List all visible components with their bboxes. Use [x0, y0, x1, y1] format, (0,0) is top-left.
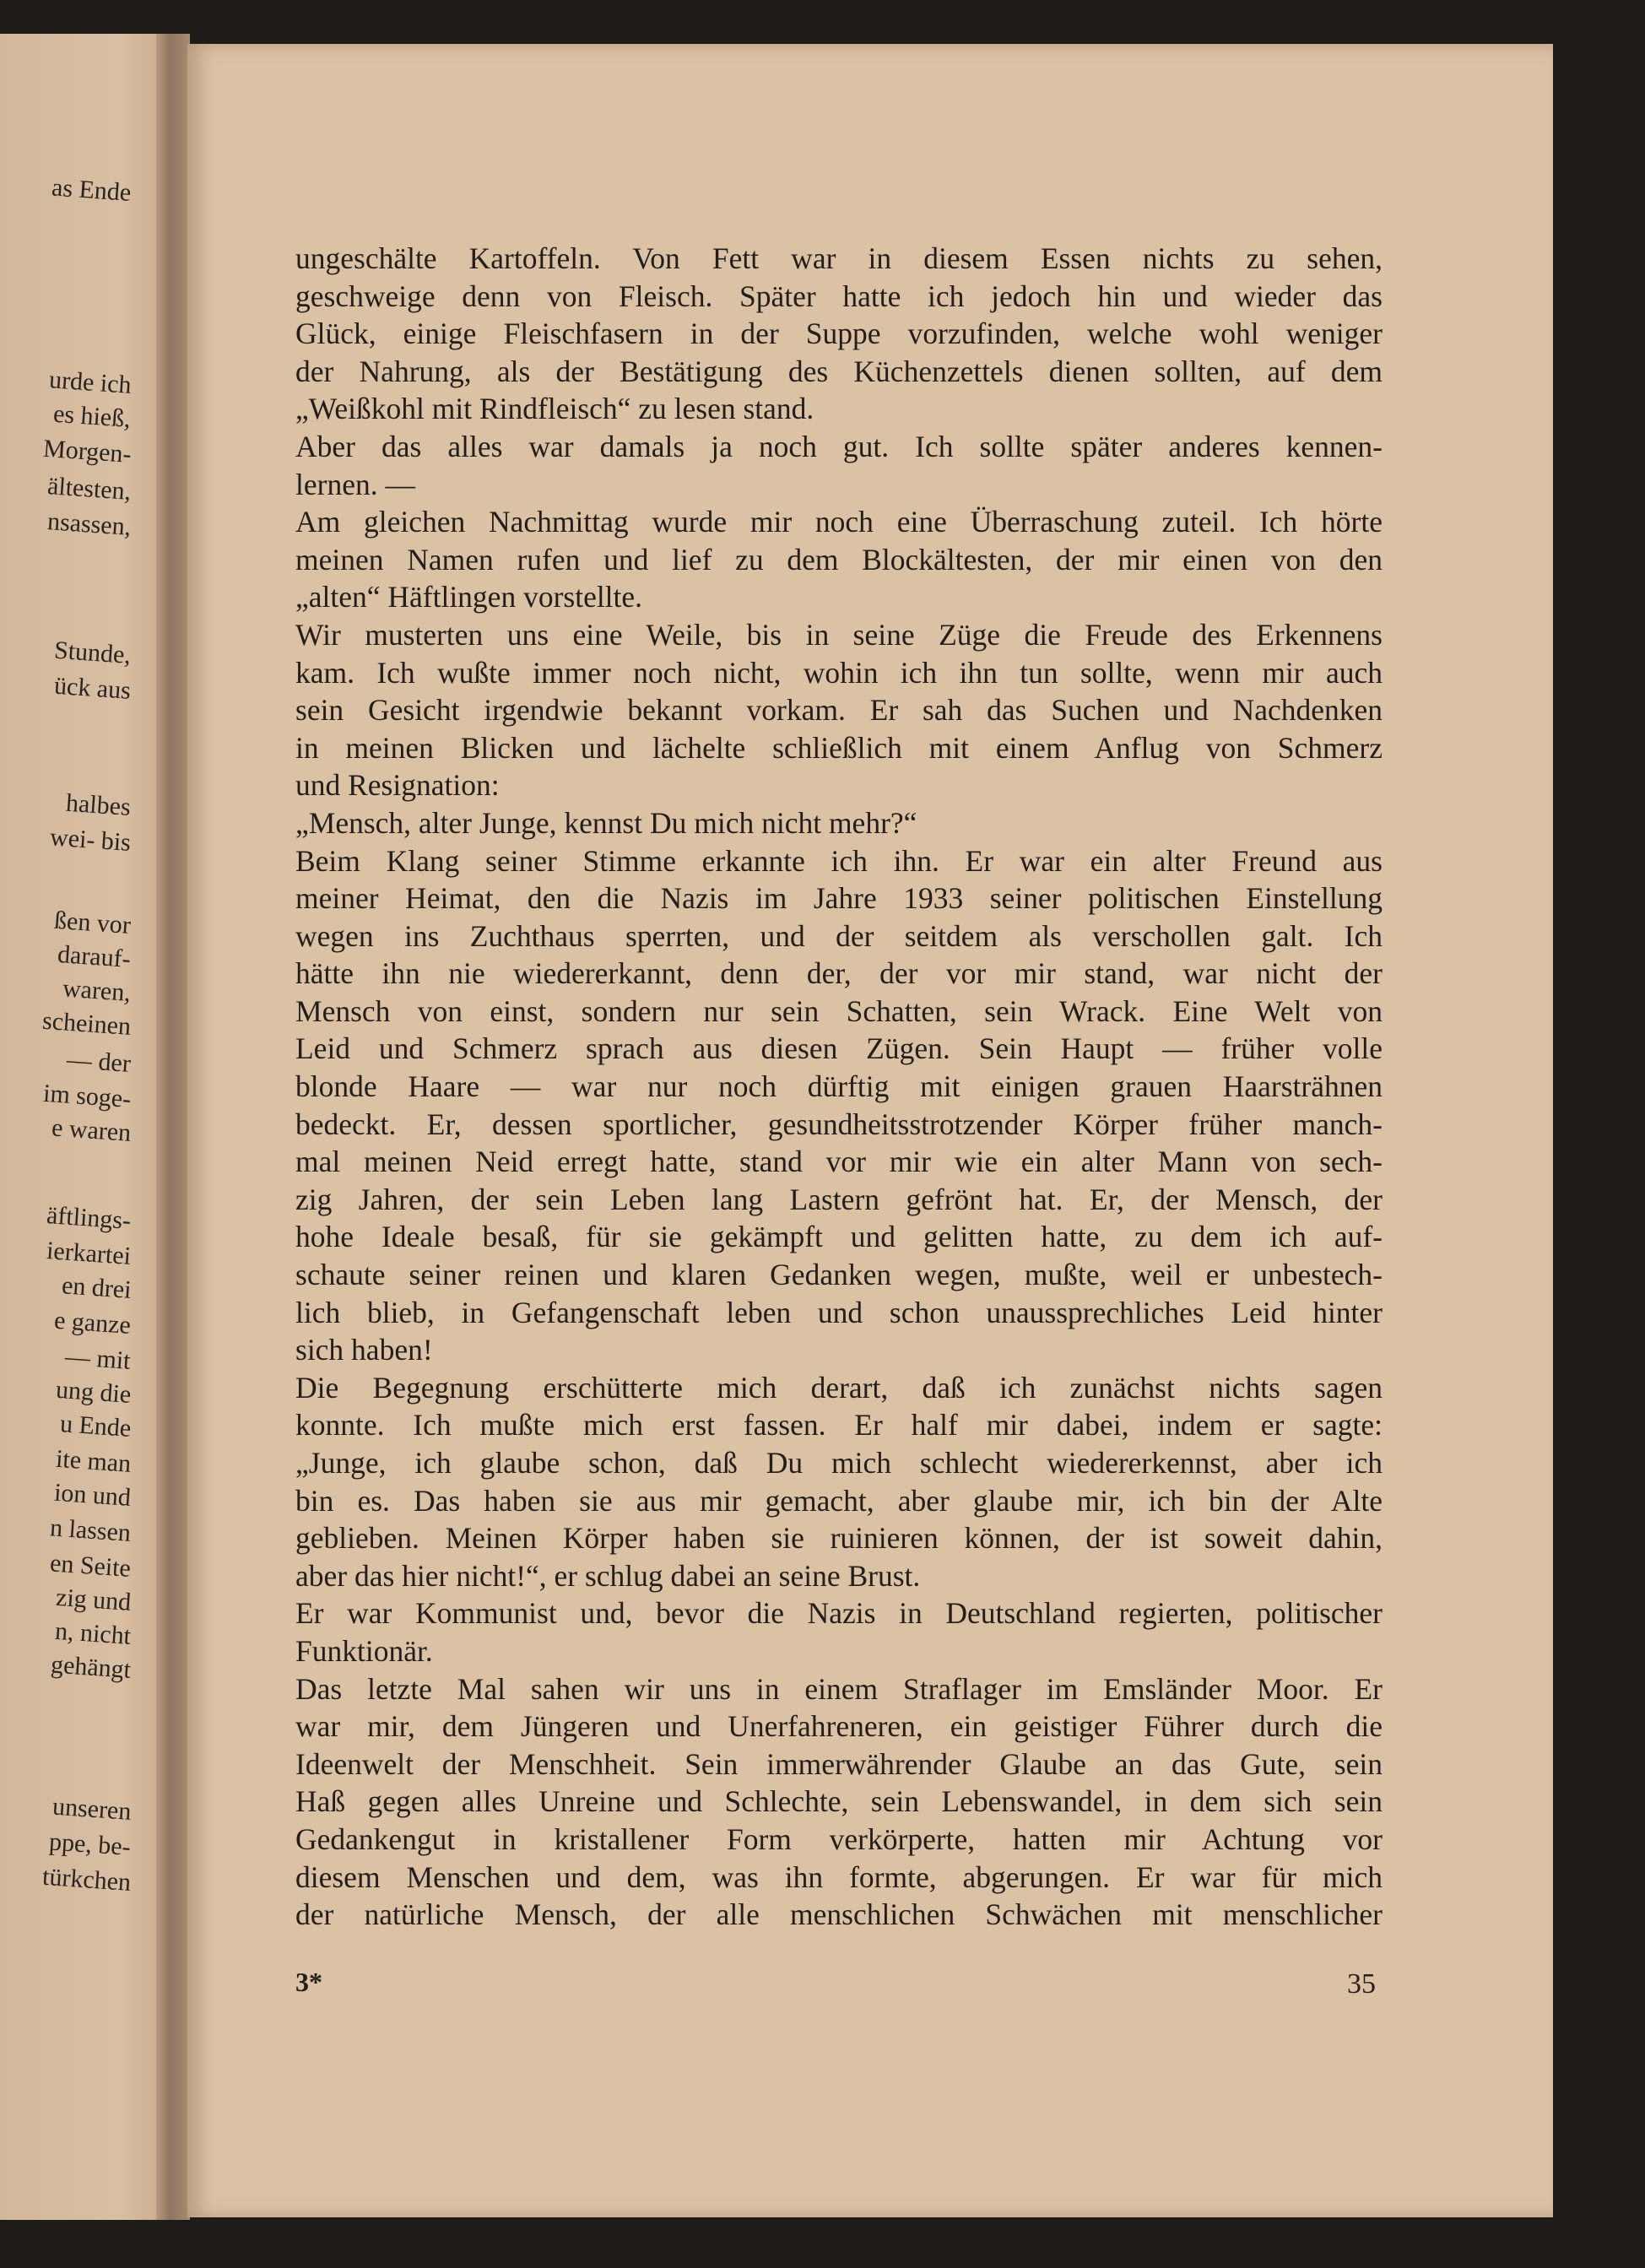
left-page-fragment: türkchen	[41, 1862, 133, 1897]
left-page-fragment: ppe, be-	[48, 1827, 133, 1861]
left-page-fragment: nsassen,	[46, 507, 133, 541]
left-page-fragment: — mit	[64, 1342, 133, 1375]
text-line: meinen Namen rufen und lief zu dem Blockältesten, der mir einen von den	[295, 542, 1383, 576]
left-page-fragment: e ganze	[53, 1306, 133, 1340]
left-page-fragment: ung die	[54, 1375, 133, 1409]
text-line: bin es. Das haben sie aus mir gemacht, aber glaube mir, ich bin der Alte	[295, 1483, 1383, 1518]
left-page-fragment: ion und	[53, 1478, 133, 1512]
text-line: war mir, dem Jüngeren und Unerfahreneren, ein geistiger Führer durch die	[295, 1709, 1383, 1744]
left-page-fragment: n lassen	[49, 1513, 133, 1547]
left-page-fragment: urde ich	[47, 365, 133, 399]
text-line: meiner Heimat, den die Nazis im Jahre 1933 seiner politischen Einstellung	[295, 881, 1383, 916]
page-number: 35	[1347, 1968, 1376, 2000]
left-page-fragment: Stunde,	[53, 636, 133, 669]
text-line: kam. Ich wußte immer noch nicht, wohin ich ihn tun sollte, wenn mir auch	[295, 655, 1383, 690]
left-page-fragment: — der	[66, 1045, 133, 1078]
text-line: Ideenwelt der Menschheit. Sein immerwährender Glaube an das Gute, sein	[295, 1746, 1383, 1781]
left-page-fragment: zig und	[54, 1583, 133, 1616]
left-page-fragment: e waren	[51, 1113, 133, 1147]
left-page-fragment: waren,	[62, 974, 133, 1007]
left-page-fragment: en drei	[60, 1271, 133, 1304]
text-line: Leid und Schmerz sprach aus diesen Zügen. Sein Haupt — früher volle	[295, 1031, 1383, 1066]
text-line: „Junge, ich glaube schon, daß Du mich schlecht wiedererkennst, aber ich	[295, 1446, 1383, 1480]
body-text	[295, 240, 1383, 1934]
left-page-fragment: halbes	[65, 788, 133, 821]
left-page-fragment: unseren	[51, 1792, 133, 1826]
text-line: „Weißkohl mit Rindfleisch“ zu lesen stand.	[295, 392, 814, 426]
left-page-fragment: en Seite	[49, 1549, 133, 1583]
text-line: hohe Ideale besaß, für sie gekämpft und gelitten hatte, zu dem ich auf-	[295, 1220, 1383, 1254]
text-line: geschweige denn von Fleisch. Später hatte ich jedoch hin und wieder das	[295, 279, 1383, 313]
text-line: aber das hier nicht!“, er schlug dabei an seine Brust.	[295, 1558, 921, 1593]
left-page-fragment: wei- bis	[49, 823, 133, 857]
text-line: lich blieb, in Gefangenschaft leben und schon unaussprechliches Leid hinter	[295, 1295, 1383, 1329]
text-line: Wir musterten uns eine Weile, bis in seine Züge die Freude des Erkennens	[295, 617, 1383, 652]
right-page	[187, 44, 1553, 2217]
left-page-fragment: n, nicht	[54, 1616, 133, 1650]
text-line: geblieben. Meinen Körper haben sie ruinieren können, der ist soweit dahin,	[295, 1521, 1383, 1556]
left-page-fragment: ßen vor	[53, 906, 133, 939]
text-line: Funktionär.	[295, 1633, 433, 1668]
text-line: „alten“ Häftlingen vorstellte.	[295, 580, 643, 614]
text-line: Gedankengut in kristallener Form verkörperte, hatten mir Achtung vor	[295, 1821, 1383, 1856]
text-line: Das letzte Mal sahen wir uns in einem Straflager im Emsländer Moor. Er	[295, 1671, 1383, 1706]
text-line: der Nahrung, als der Bestätigung des Küchenzettels dienen sollten, auf dem	[295, 354, 1383, 388]
text-line: sich haben!	[295, 1333, 433, 1367]
left-page-fragment: Morgen-	[41, 434, 133, 468]
text-line: hätte ihn nie wiedererkannt, denn der, der vor mir stand, war nicht der	[295, 956, 1383, 991]
left-page-fragment: u Ende	[58, 1410, 133, 1443]
left-page-fragment: as Ende	[50, 173, 133, 207]
text-line: in meinen Blicken und lächelte schließlich mit einem Anflug von Schmerz	[295, 730, 1383, 765]
text-line: der natürliche Mensch, der alle menschlichen Schwächen mit menschlicher	[295, 1897, 1383, 1932]
left-page-fragment: ierkartei	[46, 1237, 133, 1270]
text-line: ungeschälte Kartoffeln. Von Fett war in diesem Essen nichts zu sehen,	[295, 241, 1383, 275]
left-page-fragment: ite man	[54, 1444, 133, 1478]
book-spine	[156, 34, 190, 2220]
text-line: und Resignation:	[295, 768, 500, 803]
text-line: lernen. —	[295, 467, 415, 501]
text-line: blonde Haare — war nur noch dürftig mit einigen grauen Haarsträhnen	[295, 1069, 1383, 1104]
text-line: Beim Klang seiner Stimme erkannte ich ihn. Er war ein alter Freund aus	[295, 843, 1383, 878]
left-page-fragment: es hieß,	[52, 399, 133, 433]
left-page-fragment: gehängt	[50, 1650, 133, 1684]
text-line: Mensch von einst, sondern nur sein Schatten, sein Wrack. Eine Welt von	[295, 993, 1383, 1028]
text-line: wegen ins Zuchthaus sperrten, und der seitdem als verschollen galt. Ich	[295, 918, 1383, 953]
text-line: Er war Kommunist und, bevor die Nazis in Deutschland regierten, politischer	[295, 1596, 1383, 1631]
text-line: diesem Menschen und dem, was ihn formte, abgerungen. Er war für mich	[295, 1859, 1383, 1894]
left-page-fragment: ück aus	[53, 671, 133, 705]
text-line: Glück, einige Fleischfasern in der Suppe vorzufinden, welche wohl weniger	[295, 317, 1383, 351]
left-page-fragment: äftlings-	[46, 1201, 133, 1235]
text-line: „Mensch, alter Junge, kennst Du mich nicht mehr?“	[295, 805, 917, 840]
text-line: schaute seiner reinen und klaren Gedanken wegen, mußte, weil er unbestech-	[295, 1258, 1383, 1292]
left-page-fragment: ältesten,	[46, 472, 133, 506]
text-line: Die Begegnung erschütterte mich derart, daß ich zunächst nichts sagen	[295, 1370, 1383, 1405]
text-line: mal meinen Neid erregt hatte, stand vor mir wie ein alter Mann von sech-	[295, 1145, 1383, 1179]
text-line: Haß gegen alles Unreine und Schlechte, sein Lebenswandel, in dem sich sein	[295, 1784, 1383, 1819]
text-line: bedeckt. Er, dessen sportlicher, gesundheitsstrotzender Körper früher manch-	[295, 1107, 1383, 1141]
text-line: zig Jahren, der sein Leben lang Lastern gefrönt hat. Er, der Mensch, der	[295, 1182, 1383, 1216]
left-page-fragment: darauf-	[57, 939, 133, 973]
text-line: sein Gesicht irgendwie bekannt vorkam. Er sah das Suchen und Nachdenken	[295, 693, 1383, 728]
left-page-fragment: im soge-	[41, 1079, 133, 1113]
text-line: Am gleichen Nachmittag wurde mir noch eine Überraschung zuteil. Ich hörte	[295, 505, 1383, 539]
signature-mark: 3*	[295, 1967, 322, 1997]
left-page-fragment: scheinen	[41, 1006, 133, 1041]
left-page-edge	[0, 34, 173, 2220]
text-line: Aber das alles war damals ja noch gut. Ich sollte später anderes kennen-	[295, 429, 1383, 463]
text-line: konnte. Ich mußte mich erst fassen. Er half mir dabei, indem er sagte:	[295, 1408, 1383, 1443]
